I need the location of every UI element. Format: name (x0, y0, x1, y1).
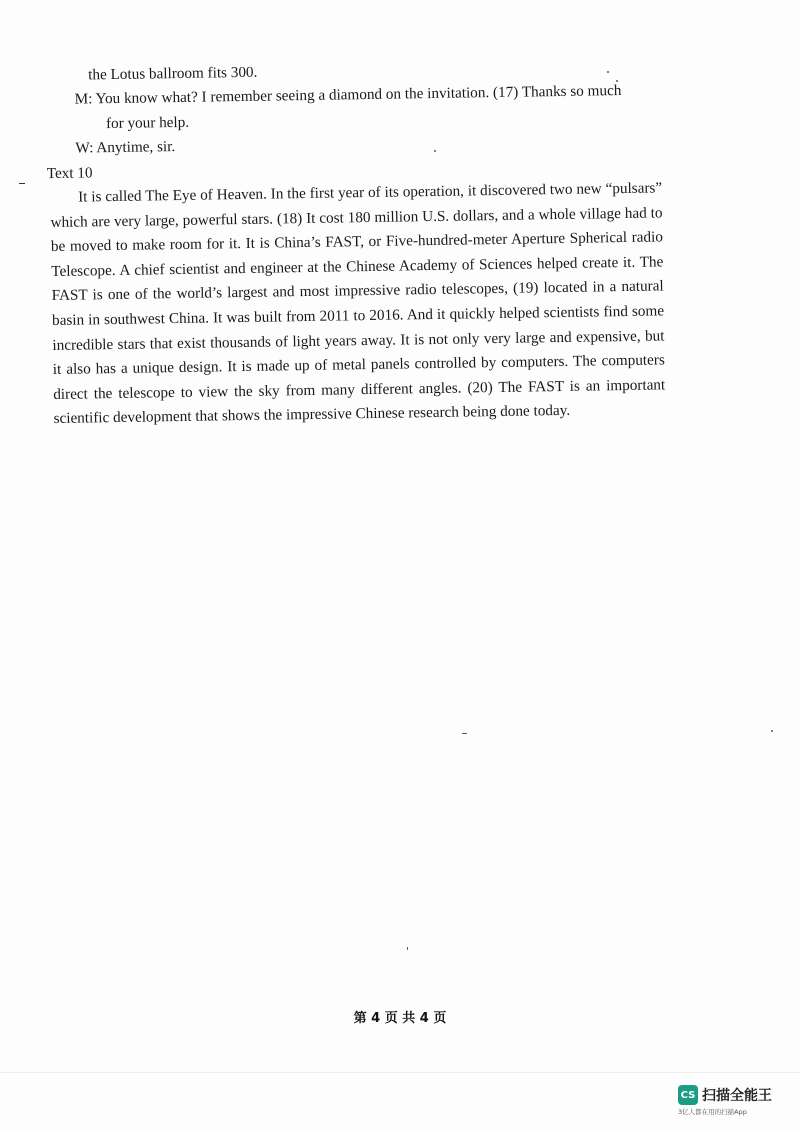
scanner-app-name: 扫描全能王 (702, 1088, 772, 1104)
divider (0, 1072, 800, 1073)
scan-speck (434, 150, 436, 152)
scan-speck (462, 733, 467, 734)
passage (50, 176, 666, 432)
dialogue-line-woman: W: Anytime, sir. (75, 138, 176, 157)
dialogue-line-man-continuation: for your help. (105, 113, 190, 133)
scan-speck (616, 80, 618, 82)
page-number: 第 4 页 共 4 页 (353, 1011, 447, 1026)
section-heading: Text 10 (46, 164, 93, 183)
camscanner-logo-icon: CS (678, 1085, 698, 1105)
dialogue-line-man: M: You know what? I remember seeing a diamond on the invitation. (17) Thanks so much (74, 82, 622, 108)
scan-mark (19, 183, 25, 184)
dialogue-line-continuation: the Lotus ballroom fits 300. (88, 63, 258, 84)
scanner-tagline: 3亿人都在用的扫描App (678, 1108, 747, 1116)
scan-speck (771, 730, 773, 732)
passage-paragraph: It is called The Eye of Heaven. In the first year of its operation, it discovered two new “pulsars” which are very large, powerful stars. (18) It cost 180 million U.S. dollars, and a whole village had to be moved to make room for it. It is China’s FAST, or Five-hundred-meter Aperture Spherical radio Telescope. A chief scientist and engineer at the Chinese Academy of Sciences helped create it. The FAST is one of the world’s largest and most impressive radio telescopes, (19) located in a natural basin in southwest China. It was built from 2011 to 2016. And it quickly helped scientists find some incredible stars that exist thousands of light years away. It is not only very large and expensive, but it also has a unique design. It is made up of metal panels controlled by computers. The computers direct the telescope to view the sky from many different angles. (20) The FAST is an important scientific development that shows the impressive Chinese research being done today. (50, 179, 666, 428)
scan-speck (607, 71, 609, 73)
scanner-watermark (678, 1085, 788, 1121)
scan-speck (407, 947, 408, 950)
